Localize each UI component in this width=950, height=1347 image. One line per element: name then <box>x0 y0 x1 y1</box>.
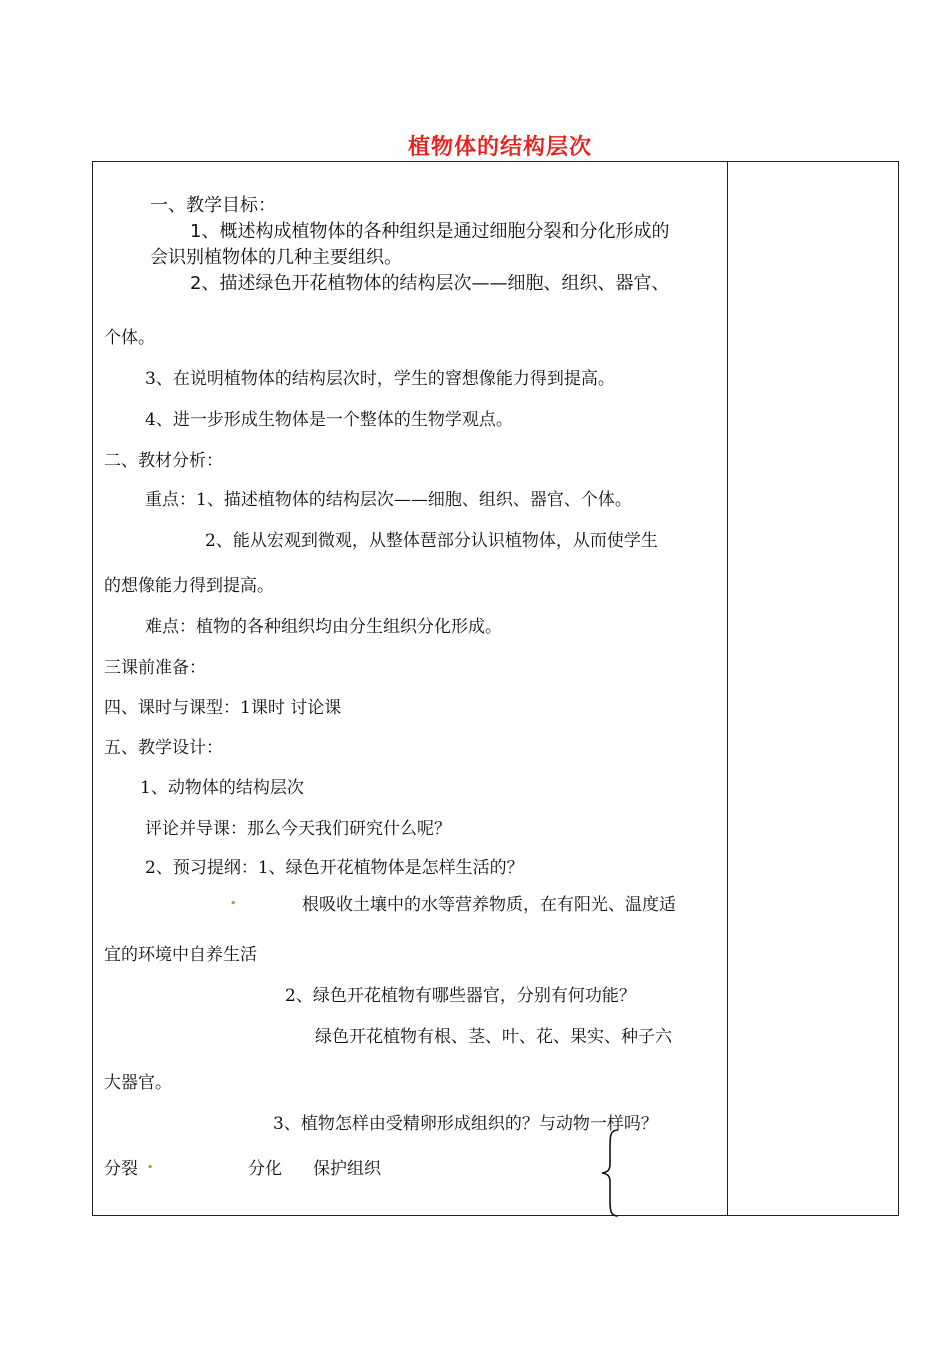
key-point-2-line-1: 2、能从宏观到微观，从整体琶部分认识植物体，从而使学生 <box>205 531 658 551</box>
dot-mark-2: . <box>147 1152 154 1173</box>
analysis-heading: 二、教材分析： <box>104 451 223 471</box>
label-division: 分裂 <box>104 1159 138 1179</box>
objective-2-line-2: 个体。 <box>104 328 155 348</box>
objective-2-line-1: 2、描述绿色开花植物体的结构层次——细胞、组织、器官、 <box>190 273 670 294</box>
column-divider <box>727 161 728 1216</box>
design-heading: 五、教学设计： <box>104 738 223 758</box>
objective-1-line-2: 会识别植物体的几种主要组织。 <box>150 247 402 268</box>
preparation-heading: 三课前准备： <box>104 658 206 678</box>
label-differentiation: 分化 <box>248 1159 282 1179</box>
hours-and-type: 四、课时与课型：1课时 讨论课 <box>104 698 342 718</box>
key-point-2-line-2: 的想像能力得到提高。 <box>104 576 274 596</box>
table-frame <box>92 161 899 1216</box>
question-3: 3、植物怎样由受精卵形成组织的？与动物一样吗？ <box>273 1114 658 1134</box>
question-2: 2、绿色开花植物有哪些器官，分别有何功能？ <box>285 986 636 1006</box>
objective-1-line-1: 1、概述构成植物体的各种组织是通过细胞分裂和分化形成的 <box>190 221 670 242</box>
curly-brace-icon <box>598 1128 622 1218</box>
document-title: 植物体的结构层次 <box>407 135 592 160</box>
objective-3: 3、在说明植物体的结构层次时，学生的窨想像能力得到提高。 <box>145 369 615 389</box>
review-intro: 评论并导课：那么今天我们研究什么呢？ <box>145 819 451 839</box>
dot-mark: . <box>230 888 237 909</box>
difficulty: 难点：植物的各种组织均由分生组织分化形成。 <box>145 617 502 637</box>
answer-2-line-2: 大器官。 <box>104 1073 172 1093</box>
objective-4: 4、进一步形成生物体是一个整体的生物学观点。 <box>145 410 513 430</box>
answer-1-line-1: 根吸收土壤中的水等营养物质，在有阳光、温度适 <box>302 895 676 915</box>
answer-2-line-1: 绿色开花植物有根、茎、叶、花、果实、种子六 <box>315 1027 672 1047</box>
objectives-heading: 一、教学目标： <box>150 195 276 216</box>
label-protective-tissue: 保护组织 <box>313 1159 381 1179</box>
key-point-1: 重点：1、描述植物体的结构层次——细胞、组织、器官、个体。 <box>145 490 632 510</box>
answer-1-line-2: 宜的环境中自养生活 <box>104 945 257 965</box>
preview-question-1: 2、预习提纲：1、绿色开花植物体是怎样生活的？ <box>145 858 524 878</box>
design-item-1: 1、动物体的结构层次 <box>140 778 304 798</box>
